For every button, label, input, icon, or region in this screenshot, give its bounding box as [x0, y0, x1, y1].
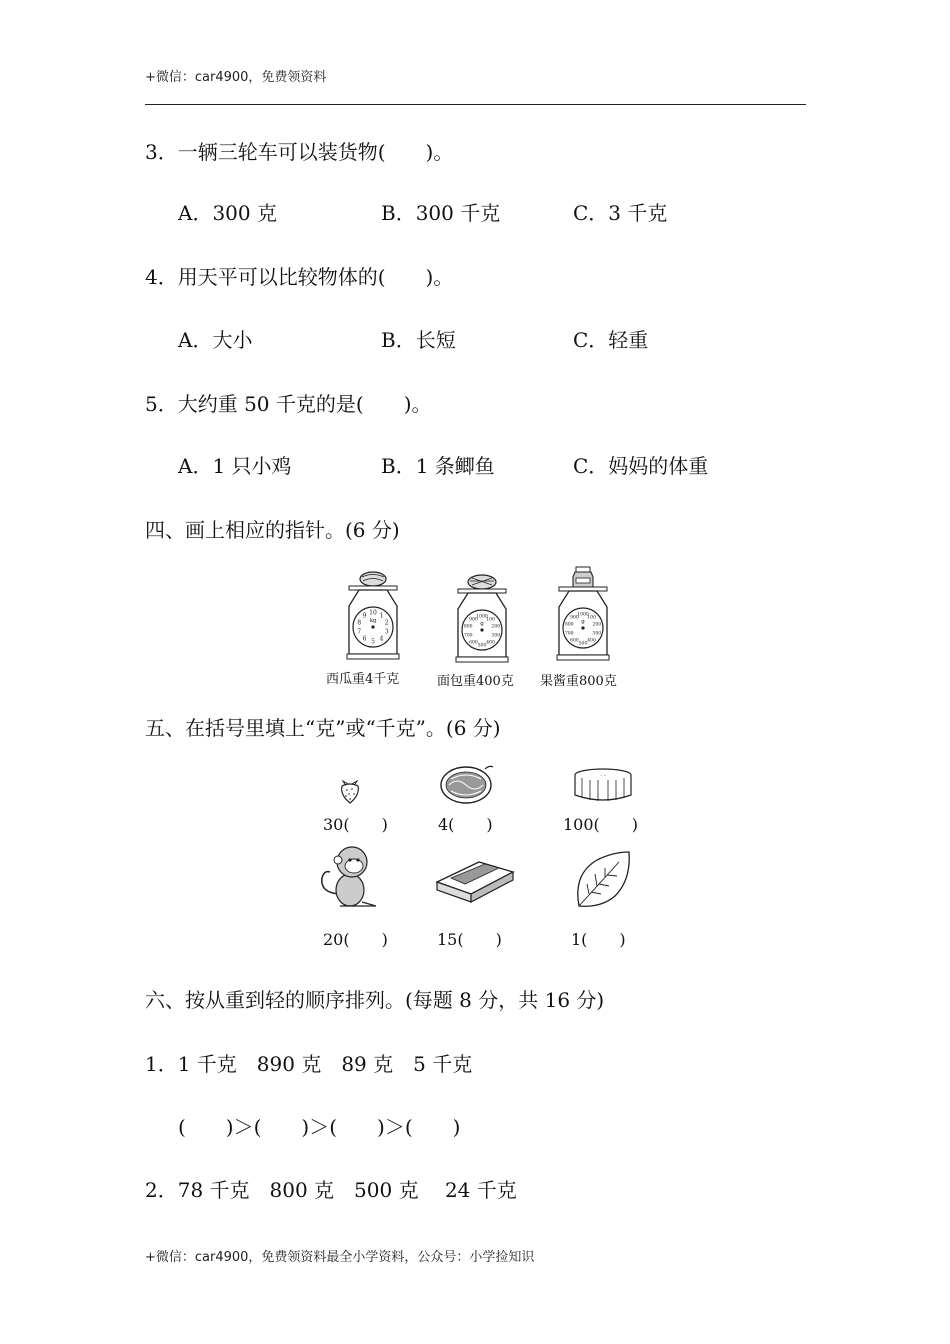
header-rule	[145, 104, 806, 105]
q4-option-a: A．大小	[178, 328, 253, 352]
section-4-title: 四、画上相应的指针。(6 分)	[145, 518, 400, 542]
dial-label: 6	[362, 635, 367, 643]
q4-option-c: C．轻重	[573, 328, 649, 352]
watermelon-icon	[437, 763, 497, 805]
mooncake-icon	[570, 767, 636, 805]
q3-option-a: A．300 克	[178, 201, 277, 225]
dial-unit: g	[581, 619, 585, 625]
scale-caption: 面包重400克	[437, 674, 514, 689]
dial-unit: kg	[369, 618, 377, 624]
q3-option-c: C．3 千克	[573, 201, 668, 225]
scale-caption: 西瓜重4千克	[326, 672, 400, 687]
dial-label: 500	[578, 641, 588, 647]
q5-option-a: A．1 只小鸡	[178, 454, 292, 478]
s6-q2: 2．78 千克 800 克 500 克 24 千克	[145, 1178, 517, 1202]
dial-label: 1000	[577, 612, 589, 618]
q4-option-b: B．长短	[381, 328, 456, 352]
monkey-icon	[316, 842, 380, 912]
scale-caption: 果酱重800克	[540, 674, 617, 689]
dial-label: 500	[477, 643, 487, 649]
dial-label: 600	[570, 638, 579, 644]
q4-stem: 4．用天平可以比较物体的( )。	[145, 265, 454, 289]
dial-label: 200	[491, 624, 501, 630]
dial-label: 8	[357, 619, 362, 627]
dial-label: 900	[570, 615, 579, 621]
leaf-icon	[573, 850, 633, 912]
dial-label: 700	[564, 631, 574, 637]
dial-label: 3	[384, 628, 389, 636]
dial-label: 100	[587, 615, 596, 621]
dial-label: 2	[384, 619, 389, 627]
section-6-title: 六、按从重到轻的顺序排列。(每题 8 分，共 16 分)	[145, 988, 605, 1012]
dial-label: 7	[357, 628, 362, 636]
dial-label: 800	[463, 624, 473, 630]
weight-blank: 15( )	[437, 930, 502, 949]
dial-label: 5	[371, 638, 375, 646]
page-footer: +微信：car4900，免费领资料最全小学资料，公众号：小学捡知识	[145, 1250, 535, 1265]
page-header: +微信：car4900，免费领资料	[145, 70, 327, 85]
weight-blank: 4( )	[438, 815, 493, 834]
q5-stem: 5．大约重 50 千克的是( )。	[145, 392, 432, 416]
q3-option-b: B．300 千克	[381, 201, 501, 225]
dial-label: 1	[379, 612, 384, 620]
dial-label: 700	[463, 633, 473, 639]
strawberry-icon	[338, 775, 362, 805]
section-5-title: 五、在括号里填上“克”或“千克”。(6 分)	[145, 716, 501, 740]
dial-unit: g	[480, 621, 484, 627]
scale-watermelon-icon	[335, 570, 411, 662]
dial-label: 600	[469, 640, 478, 646]
dial-label: 1000	[476, 614, 488, 620]
svg-text:- -: - -	[600, 773, 606, 779]
dial-label: 400	[486, 640, 495, 646]
dial-label: 400	[587, 638, 596, 644]
weight-blank: 100( )	[563, 815, 639, 834]
dial-label: 900	[469, 617, 478, 623]
s6-q1-answer-blanks: ( )＞( )＞( )＞( )	[178, 1115, 461, 1139]
q5-option-b: B．1 条鲫鱼	[381, 454, 495, 478]
q5-option-c: C．妈妈的体重	[573, 454, 709, 478]
dial-label: 800	[564, 622, 574, 628]
dial-label: 100	[486, 617, 495, 623]
dial-label: 9	[362, 612, 367, 620]
dial-label: 300	[592, 631, 602, 637]
weight-blank: 20( )	[323, 930, 388, 949]
scale-jam-icon	[545, 565, 621, 663]
scale-bread-icon	[444, 573, 520, 665]
dial-label: 300	[491, 633, 501, 639]
s6-q1: 1．1 千克 890 克 89 克 5 千克	[145, 1052, 473, 1076]
weight-blank: 30( )	[323, 815, 388, 834]
dial-label: 200	[592, 622, 602, 628]
dial-label: 10	[369, 609, 377, 617]
dial-label: 4	[379, 635, 384, 643]
eraser-icon	[435, 858, 515, 904]
weight-blank: 1( )	[571, 930, 626, 949]
q3-stem: 3．一辆三轮车可以装货物( )。	[145, 140, 454, 164]
